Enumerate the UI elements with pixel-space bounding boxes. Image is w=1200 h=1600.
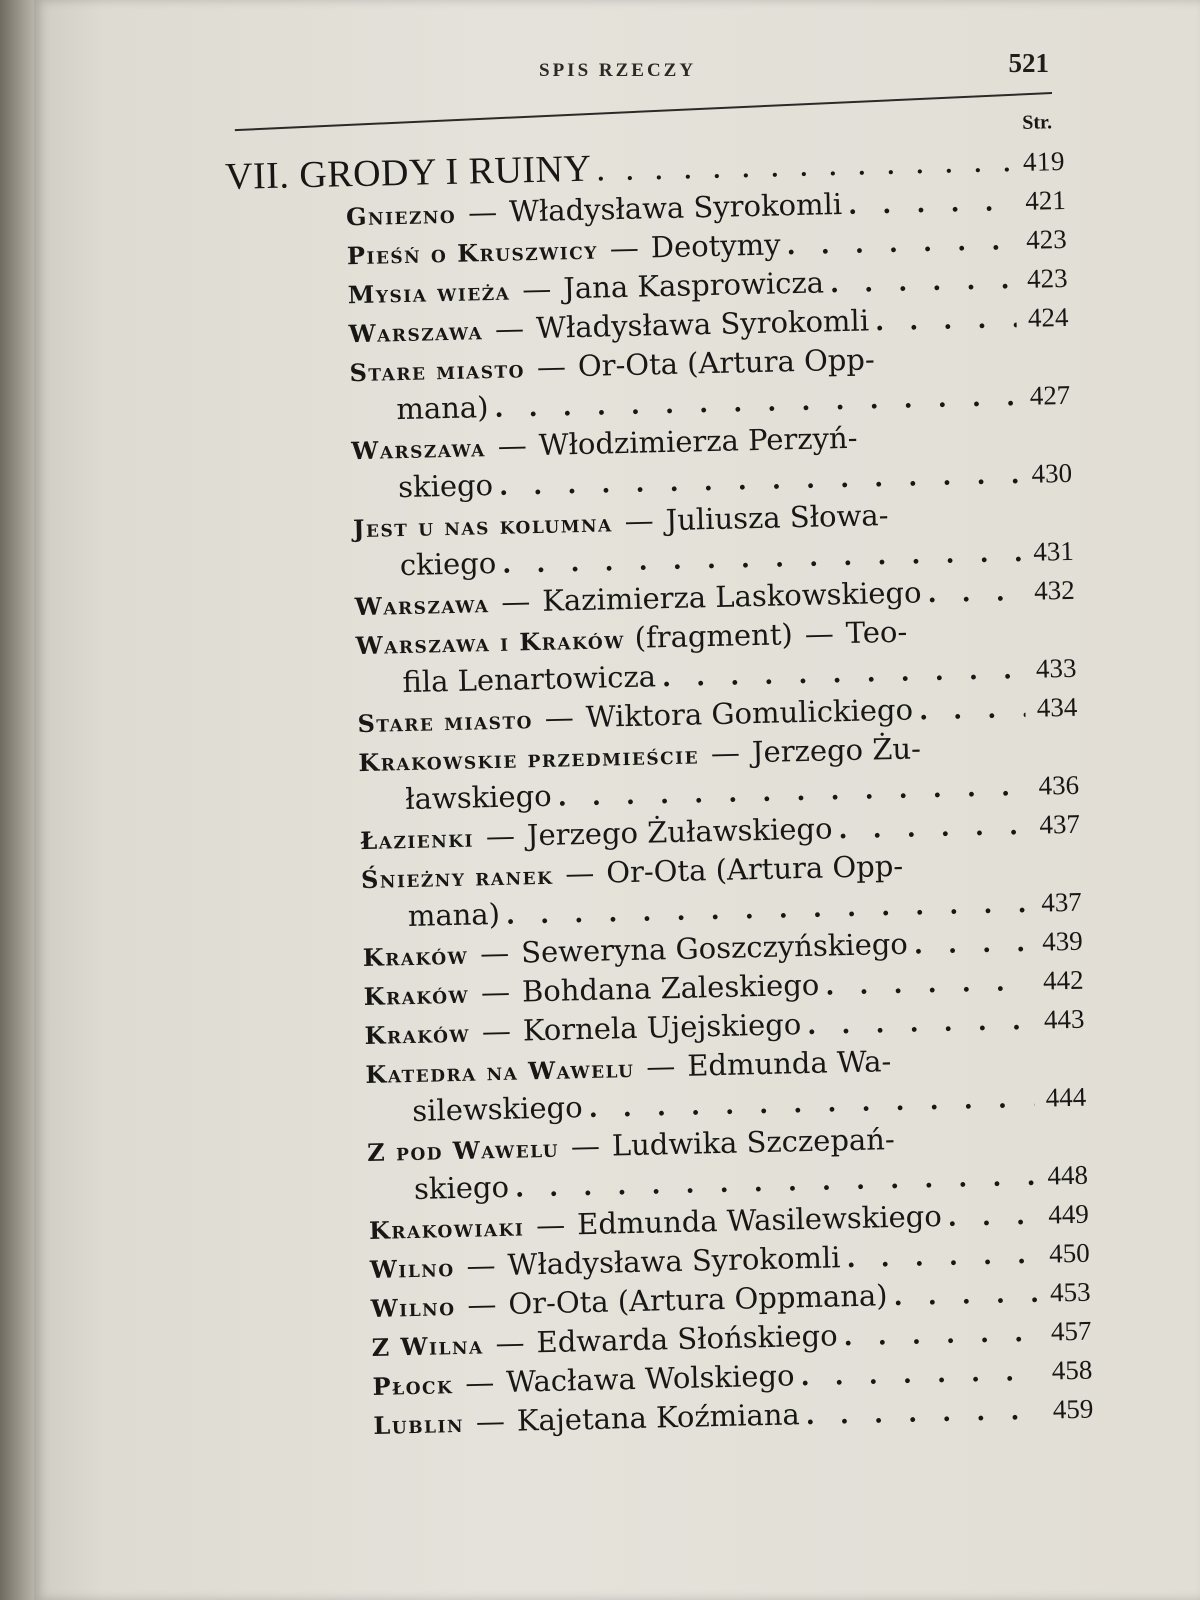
entry-title: Gniezno [345,199,457,232]
entry-author-continued: skiego [397,467,494,505]
em-dash-separator: — [710,735,741,771]
entry-author: Bohdana Zaleskiego [521,967,820,1009]
entry-page: 433 [1035,652,1077,684]
line-spacer [875,365,1070,369]
dot-leader [846,1236,1038,1279]
table-of-contents [224,111,1094,1447]
entry-author: Władysława Syrokomli [508,187,843,229]
entry-page: 434 [1036,691,1078,723]
em-dash-separator: — [494,311,525,346]
entry-author: Edwarda Słońskiego [536,1318,838,1360]
entry-author: Juliusza Słowa- [665,498,889,538]
entry-title: Warszawa [350,433,487,466]
em-dash-separator: — [804,616,835,651]
dot-leader [830,261,1017,304]
em-dash-separator: — [485,818,516,854]
entry-author: Kajetana Koźmiana [516,1397,801,1438]
entry-page: 421 [1024,184,1067,216]
entry-author: Jerzego Żu- [751,731,922,770]
entry-title: Wilno [369,1253,455,1284]
entry-author-continued: ławskiego [404,778,553,817]
entry-author-continued: ckiego [399,545,497,583]
page-number: 521 [1008,48,1049,78]
entry-title: Stare miasto [349,354,526,388]
dot-leader [843,1314,1040,1357]
entry-title: Warszawa [348,316,484,349]
em-dash-separator: — [467,1287,497,1322]
entry-page: 458 [1051,1354,1093,1386]
chapter-title: VII. GRODY I RUINY [224,147,592,198]
entry-author: Jana Kasprowicza [562,265,825,306]
entry-title: Warszawa i Kraków [355,625,626,661]
entry-title: Warszawa [354,589,490,622]
em-dash-separator: — [464,1365,495,1400]
entry-author-continued: skiego [413,1169,510,1206]
entry-author: Kazimierza Laskowskiego [541,575,922,618]
entry-author: Wiktora Gomulickiego [585,692,914,734]
entry-author-continued: mana) [395,390,489,427]
em-dash-separator: — [609,230,640,266]
entry-title: Katedra na Wawelu [365,1053,635,1090]
entry-author: Or-Ota (Artura Oppmana) [508,1278,888,1321]
entry-title: Pieśń o Kruszwicy [346,235,599,271]
em-dash-separator: — [467,194,498,230]
entry-title: Stare miasto [357,705,534,739]
line-spacer [858,443,1072,448]
entry-title: Łazienki [359,823,475,856]
dot-leader [947,1197,1037,1238]
em-dash-separator: — [645,1049,676,1084]
entry-author: Seweryna Goszczyńskiego [520,926,909,970]
entry-page: 442 [1042,964,1084,996]
line-spacer [895,1145,1087,1149]
entry-page: 423 [1026,262,1068,294]
dot-leader [838,807,1028,850]
entry-author-continued: fila Lenartowicza [402,659,657,700]
entry-page: 459 [1052,1393,1094,1425]
em-dash-separator: — [564,855,595,891]
dot-leader [927,573,1023,614]
entry-page: 443 [1043,1003,1085,1035]
entry-page: 430 [1031,457,1073,489]
em-dash-separator: — [480,974,511,1010]
em-dash-separator: — [624,503,655,539]
entry-author: Ludwika Szczepań- [611,1122,896,1163]
dot-leader [875,300,1017,342]
entry-title: Z Wilna [371,1330,484,1362]
line-spacer [907,638,1075,642]
entry-page: 453 [1049,1276,1091,1308]
entry-page: 437 [1039,808,1081,840]
entry-author: Edmunda Wasilewskiego [576,1199,943,1242]
dot-leader [805,1392,1041,1436]
entry-author: Jerzego Żuławskiego [526,811,833,853]
entry-author: Or-Ota (Artura Opp- [605,848,904,890]
entry-author-continued: silewskiego [411,1090,583,1128]
entry-page: 423 [1025,223,1068,255]
entry-title-suffix: (fragment) [634,617,794,655]
dot-leader [807,1002,1033,1046]
page-column-label: Str. [1021,111,1053,134]
em-dash-separator: — [570,1128,601,1164]
em-dash-separator: — [495,1325,525,1361]
entry-page: 449 [1047,1198,1090,1230]
dot-leader [786,222,1015,266]
book-page [34,0,1200,1600]
em-dash-separator: — [466,1248,496,1283]
entry-page: 424 [1027,301,1069,333]
line-spacer [889,521,1073,525]
entry-title: Śnieżny ranek [360,860,554,895]
entry-author: Teo- [845,614,908,651]
entry-author: Wacława Wolskiego [505,1358,795,1399]
line-spacer [903,872,1081,876]
line-spacer [891,1067,1085,1071]
entry-title: Z pod Wawelu [366,1133,560,1168]
entry-author: Kornela Ujejskiego [522,1007,802,1048]
entry-page: 450 [1048,1237,1091,1269]
page-header [194,48,1054,88]
dot-leader [848,183,1015,226]
entry-title: Krakowiaki [368,1212,525,1245]
dot-leader [825,963,1032,1007]
entry-page: 448 [1047,1159,1089,1191]
em-dash-separator: — [481,1013,512,1049]
entry-page: 444 [1045,1081,1087,1113]
line-spacer [921,755,1078,759]
entry-page: 427 [1029,379,1071,411]
em-dash-separator: — [521,271,552,307]
entry-title: Mysia wieża [347,276,511,310]
entry-title: Krakowskie przedmieście [358,740,700,778]
entry-page: 436 [1038,769,1080,801]
dot-leader [800,1353,1041,1397]
chapter-page: 419 [1022,145,1066,177]
em-dash-separator: — [536,349,567,384]
entry-page: 437 [1040,886,1083,918]
em-dash-separator: — [475,1403,506,1439]
dot-leader [913,924,1031,966]
em-dash-separator: — [479,935,510,971]
entry-page: 439 [1041,925,1083,957]
entry-author: Deotymy [650,227,781,265]
entry-title: Wilno [370,1292,456,1323]
entry-title: Kraków [363,979,470,1012]
em-dash-separator: — [500,584,531,619]
entry-author: Władysława Syrokomli [535,303,870,345]
entry-page: 432 [1033,574,1075,606]
entry-author-continued: mana) [407,896,501,934]
toc-entries [226,180,1094,1447]
entry-title: Kraków [362,940,469,973]
entry-author: Włodzimierza Perzyń- [538,420,858,462]
entry-author: Edmunda Wa- [686,1044,892,1083]
entry-title: Kraków [364,1018,471,1051]
entry-title: Jest u nas kolumna [352,508,614,544]
dot-leader [893,1275,1039,1317]
entry-title: Lublin [373,1408,465,1440]
entry-author: Or-Ota (Artura Opp- [577,342,876,384]
running-head: SPIS RZECZY [539,60,697,81]
em-dash-separator: — [544,700,575,735]
dot-leader [919,690,1026,731]
entry-page: 431 [1032,535,1075,567]
em-dash-separator: — [497,428,528,463]
em-dash-separator: — [535,1207,566,1243]
entry-author: Władysława Syrokomli [507,1240,841,1282]
entry-title: Płock [372,1370,454,1401]
entry-page: 457 [1050,1315,1092,1347]
